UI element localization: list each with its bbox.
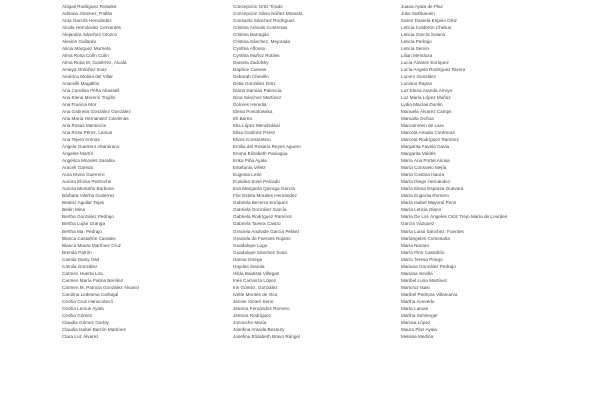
name-entry: Ivette Montes de Oca [233,291,278,297]
name-entry: Jessica Rodríguez [233,312,272,318]
name-entry: Graciela Andrade García Peláez [233,228,300,234]
name-entry: Ana Gabriela González González [62,109,131,115]
name-entry: Deborah Chenillo [233,74,269,80]
name-entry: Alma Rosa M. Gutiérrez, Alcalá [62,60,127,66]
name-entry: Maribel Luna Martínez [401,277,448,283]
name-entry: Haydee Ibarola [233,263,265,269]
name-entry: Alexión Gallardo [62,39,97,45]
name-entry: Bertha Ma. Pedrajo [62,228,102,234]
name-entry: Belén Mina [62,207,86,213]
name-entry: Guadalupe Sánchez Sosa [233,249,287,255]
name-entry: Adriana Jiménez, Patlán [62,11,113,17]
name-entry: Carmen M. Patricia González Álvarez [62,284,140,290]
name-entry: Mariana González Pedrajo [401,263,456,269]
name-entry: Melissa Medina [401,333,434,339]
name-entry: Blanca Castañón Canales [62,235,116,241]
name-entry: Claudia Isabel Barrón Martínez [62,326,126,332]
name-entry: Leticia Calderón Chelius [401,25,452,31]
name-entry: Alma Rosa Colín Colín [62,53,109,59]
name-entry: Iris Gómez, González [233,284,278,290]
name-entry: Aída Garcés Hernández [62,18,112,24]
name-entry: Aracelí Garrido [62,165,94,171]
name-entry: Cynthia Muñoz Robles [233,53,280,59]
name-entry: Leticia García Solano [401,32,446,38]
name-entry: Ana Rosa Pérez, Lemus [62,130,113,136]
name-entry: Ana Rosas Mantecón [62,123,107,129]
name-entry: Cynthia Alfonso [233,46,266,52]
name-entry: Beatriz Aguilar Tejas [62,200,104,206]
name-entry: María Eugenia Romero [401,193,449,199]
name-entry: Claudia Gómez Godoy [62,319,109,325]
name-entry: Martha Acevedo [401,298,435,304]
name-entry: Guadalupe Lugo [233,242,268,248]
name-entry: Juana Ayala de Plaz [401,4,443,9]
name-entry: América Molina del Villar [62,74,113,80]
name-entry: Elvira Constantino [233,137,271,143]
name-entry: Josefina Elizabeth Bravo Rángel [233,333,301,339]
name-column-3 [401,3,581,340]
name-entry: Ángeles Martín [62,151,94,157]
name-entry: Cecilia Cruz Hanocotecó [62,298,114,304]
name-entry: Julio Sidirkaneiri [401,11,435,17]
name-entry: Maribel Pedroza Villanueva [401,291,458,297]
name-entry: Brenda Patrón [62,249,92,255]
name-entry: María Consuelo Mejía [401,165,447,171]
name-entry: Graciela de Fuentes Rojano [233,235,291,241]
name-entry: Anaceilli Magallón [62,81,100,87]
name-column-1 [62,3,202,340]
name-entry: Josefina Aranda Bezaury [233,326,285,332]
name-entry: Ana Carolina Peña Abussell [62,88,120,94]
name-entry: Concepción Silvia Núñez Miranda [233,11,303,17]
name-entry: Delia González Ortiz [233,81,276,87]
name-entry: Ana Elena Moreno Trujillo [62,95,116,101]
name-entry: Alcida Hernández Cervantes [62,25,121,31]
name-entry: Eugenia León [233,172,262,178]
name-entry: María Cristina Isaura [401,172,445,178]
name-entry: Consuelo Sánchez Rodríguez [233,18,295,24]
name-entry: Flor Estela Morales Hernández [233,193,297,199]
name-entry: Lucía Angela Rodríguez Rivera [401,67,466,73]
name-entry: Clara Luz Álvarez [62,333,99,339]
name-entry: Jennie Ximeri Serur [233,298,274,304]
name-entry: Carmen Huerta Lira [62,270,103,276]
name-entry: Cristina Barragán [233,32,270,38]
name-entry: Jessica Fernández Romero [233,305,290,311]
name-entry: Emma Elizabeth Paniagua [233,151,288,157]
name-entry: Marta Lamas [401,305,429,311]
name-entry: Margarita Valdés [401,151,436,157]
name-entry: Marcela Amado Contreras [401,130,455,136]
name-entry: Dolores Heredia [233,102,267,108]
name-entry: María Luisa Sánchez, Fuentes [401,228,464,234]
name-entry: Cristina Arévalo Contreras [233,25,288,31]
name-entry: Camila González [62,263,98,269]
name-entry: María Isabel Mayoral Pons [401,200,457,206]
name-entry: Hilda Bautista Villegas [233,270,280,276]
name-entry: Abigail Rodriguez Rosales [62,4,117,9]
name-entry: María De Los Ángeles Ortiz Trejo María de Lourdes [401,214,508,220]
name-entry: Emilia del Rosario Reyes Aguero [233,144,301,150]
name-entry: Amaya Ordóñez Imaz [62,67,107,73]
name-entry: Cecilia Lemus Ayala [62,305,104,311]
name-entry: García Vázquez [401,221,435,227]
name-entry: Karen Daniela Espino Ortiz [401,18,457,24]
name-entry: María Teresa Priego [401,256,443,262]
name-entry: Diana Damián Palencia [233,88,282,94]
name-entry: Alicia Márquez Murrieta [62,46,111,52]
name-entry: Manuela Álvarez Camps [401,109,452,115]
name-column-2 [233,3,383,340]
name-entry: Mariángeles Comesaña [401,235,450,241]
name-entry: María Elena Esparza Guevara [401,186,464,192]
name-entry: Bárbara Vilerha Gutiérrez [62,193,115,199]
name-entry: Carolina Ledesma Carbajal [62,291,119,297]
name-entry: Elisa Godínez Pérez [233,130,276,136]
name-entry: Estefanía Vélez [233,165,266,171]
name-entry: Bertha González Pedrajo [62,214,114,220]
name-entry: Marcammen de Lara [401,123,444,129]
name-entry: Elia López Mendizábal [233,123,280,129]
name-entry: Margarita Favela Gavia [401,144,450,150]
name-entry: Cristina Sánchez, Mejorada [233,39,290,45]
name-entry: Mariana Sevilla [401,270,433,276]
name-entry: Leticia Servín [401,46,430,52]
name-entry: María Novaro [401,242,430,248]
name-entry: Carmen María Palma Benítez [62,277,124,283]
name-entry: Lucía Álvarez Enríquez [401,60,449,66]
name-entry: Ana María Hernández Cárdenas [62,116,129,122]
name-entry: Luciano Rapan [401,81,433,87]
name-entry: Daphne Cuevas [233,67,267,73]
name-entry: Gabriela Tavera Castro [233,221,281,227]
name-entry: Ana Tejero Arenas [62,137,100,143]
name-entry: Eva Margarita Quiroga García [233,186,295,192]
name-entry: Camila Daniy Olid [62,256,100,262]
name-entry: Aurora Montaño Barbosa [62,186,114,192]
name-entry: Blanca Maura Martínez Cruz [62,242,121,248]
name-entry: Concepción Ortiz Tirado [233,4,283,9]
name-entry: Maura Plaz Ayala [401,326,437,332]
name-entry: Gabriela Becerra Enríquez [233,200,288,206]
name-entry: Ángela Guerrero Altamirano [62,144,120,150]
name-entry: Aura Elvira Guerrero [62,172,105,178]
name-entry: Manuela Ochoa [401,116,434,122]
name-entry: Inés Carranza López [233,277,277,283]
name-entry: Ana Francia Mor [62,102,97,108]
name-entry: Maricruz Isasi [401,284,430,290]
name-entry: Erika Piña Ayala [233,158,267,164]
name-entry: Eli Bartra [233,116,253,122]
name-entry: María Ana Portal Ariosa [401,158,450,164]
name-entry: Angélica Morales Sarabia [62,158,115,164]
name-entry: Aurora Eloísa Pedroche [62,179,112,185]
name-entry: Leticia Pedrajo [401,39,432,45]
name-entry: Lydia Macías Dunlin [401,102,443,108]
name-entry: Cecilia Gómez [62,312,93,318]
name-entry: Lucero González [401,74,437,80]
name-entry: Alejandra Sánchez Orozco [62,32,118,38]
name-entry: María Diego Hernández [401,179,451,185]
name-entry: Luz María López Muñoz [401,95,451,101]
name-entry: Lilian Mendoza [401,53,433,59]
name-entry: Jonnuche María [233,319,267,325]
name-entry: Bertha Luján Granga [62,221,106,227]
name-entry: María Leticia Olano [401,207,442,213]
name-entry: Elena Poniatowska [233,109,273,115]
name-entry: Marcela Rodríguez Ramírez [401,137,459,143]
name-entry: Luz Elena Aranda Arroyo [401,88,453,94]
name-entry: Martha Sohlenger [401,312,438,318]
name-entry: Hanna Ortega [233,256,263,262]
name-entry: María Pino Castañón [401,249,445,255]
name-entry: Gabriela González García [233,207,287,213]
name-entry: Maruxa López [401,319,431,325]
name-entry: Daniela Zadolsky [233,60,269,66]
name-entry: Dina Sánchez Martínez [233,95,282,101]
name-entry: Gabriela Rodríguez Ramírez [233,214,292,220]
name-entry: Eunidea Sosé Pelcado [233,179,280,185]
